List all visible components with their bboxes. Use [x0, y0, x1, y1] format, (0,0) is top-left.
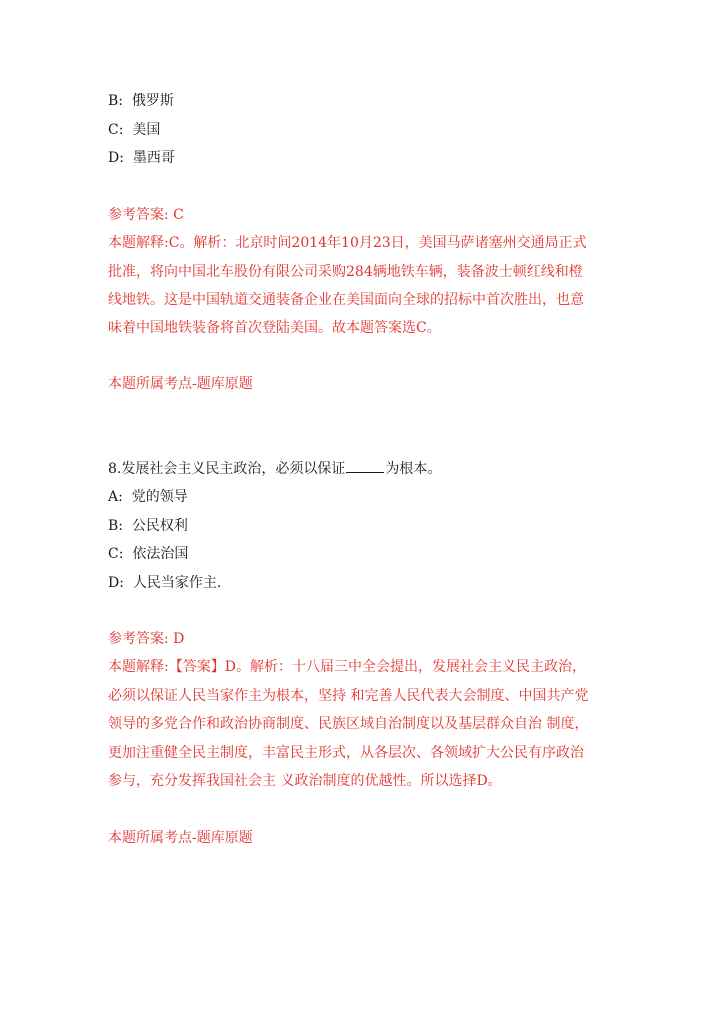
q7-explanation-line-2: 批准，将向中国北车股份有限公司采购284辆地铁车辆，装备波士顿红线和橙: [108, 264, 583, 280]
q7-explanation-line-3: 线地铁。这是中国轨道交通装备企业在美国面向全球的招标中首次胜出，也意: [108, 292, 584, 308]
q8-question: 8.发展社会主义民主政治，必须以保证 为根本。: [108, 461, 442, 477]
q8-option-a: A: 党的领导: [108, 489, 188, 505]
q8-option-b: B: 公民权利: [108, 518, 188, 534]
q7-option-c: C: 美国: [108, 122, 161, 138]
q7-option-d: D: 墨西哥: [108, 150, 175, 166]
q7-category: 本题所属考点-题库原题: [108, 376, 253, 392]
q7-option-b: B: 俄罗斯: [108, 93, 174, 109]
q8-explanation-line-3: 领导的多党合作和政治协商制度、民族区域自治制度以及基层群众自治 制度，: [108, 716, 589, 732]
q8-category: 本题所属考点-题库原题: [108, 830, 253, 846]
q7-explanation-line-4: 味着中国地铁装备将首次登陆美国。故本题答案选C。: [108, 320, 441, 336]
q8-answer: 参考答案: D: [108, 631, 185, 647]
q8-option-d: D: 人民当家作主.: [108, 575, 222, 591]
q8-explanation-line-2: 必须以保证人民当家作主为根本，坚持 和完善人民代表大会制度、中国共产党: [108, 688, 589, 704]
q7-explanation-line-1: 本题解释:C。解析：北京时间2014年10月23日，美国马萨诸塞州交通局正式: [108, 235, 587, 251]
q8-option-c: C: 依法治国: [108, 546, 189, 562]
q8-explanation-line-1: 本题解释:【答案】D。解析：十八届三中全会提出，发展社会主义民主政治，: [108, 659, 586, 675]
q8-explanation-line-4: 更加注重健全民主制度，丰富民主形式，从各层次、各领域扩大公民有序政治: [108, 745, 584, 761]
q7-answer: 参考答案: C: [108, 207, 184, 223]
answer-blank: [346, 460, 384, 473]
q8-explanation-line-5: 参与，充分发挥我国社会主 义政治制度的优越性。所以选择D。: [108, 773, 502, 789]
